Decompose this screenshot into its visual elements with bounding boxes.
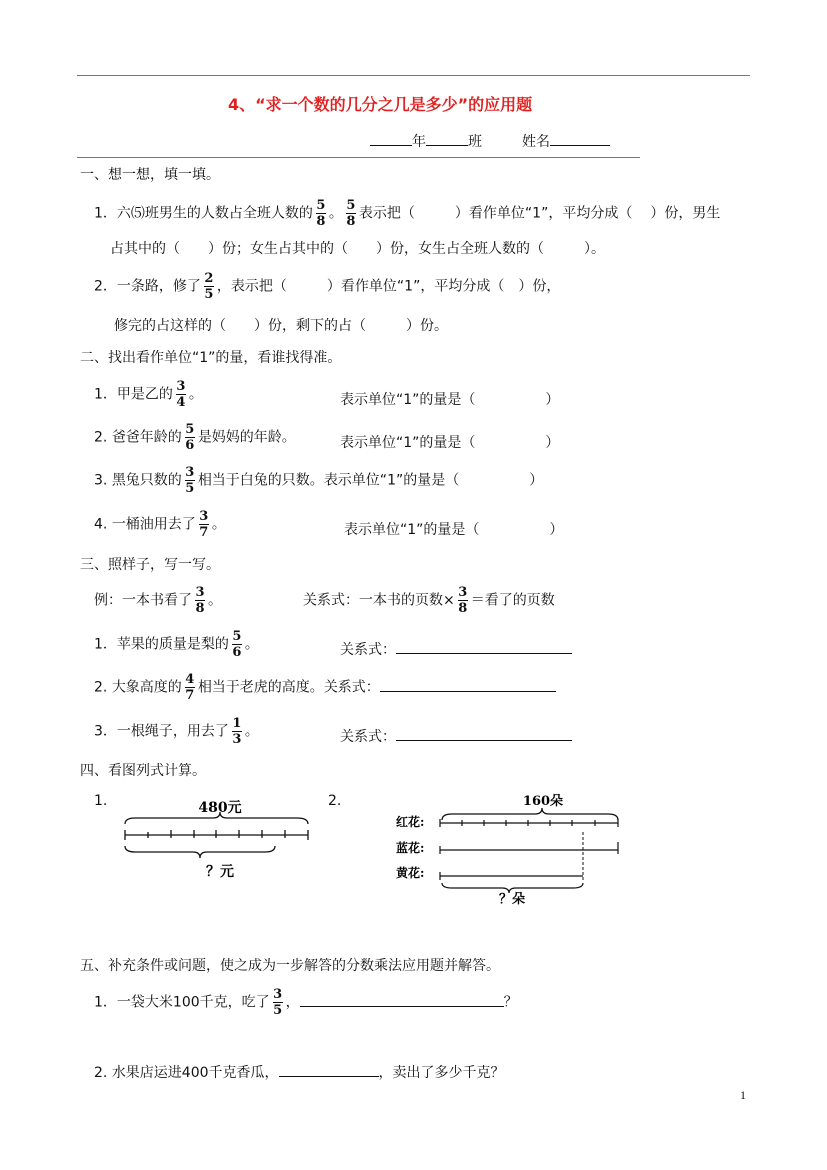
fraction: $\frac{3}{8}$ — [458, 585, 468, 616]
s2-row: 2. 爸爸年龄的 $\frac{5}{6}$ 是妈妈的年龄。 — [94, 422, 296, 453]
relation-blank[interactable] — [396, 740, 572, 741]
s3-example: 例：一本书看了 $\frac{3}{8}$ 。 — [94, 585, 222, 616]
s2-row: 4. 一桶油用去了 $\frac{3}{7}$ 。 — [94, 509, 226, 540]
relation-blank[interactable] — [396, 653, 572, 654]
fraction: $\frac{5}{8}$ — [346, 198, 356, 229]
fraction: $\frac{3}{7}$ — [199, 509, 209, 540]
class-blank[interactable] — [426, 145, 468, 146]
diagram-1-number: 1. — [94, 793, 108, 809]
bottom-brace — [125, 846, 275, 858]
top-rule — [77, 75, 750, 76]
section-3-heading: 三、照样子，写一写。 — [80, 557, 220, 573]
fraction: $\frac{3}{5}$ — [273, 987, 283, 1018]
s5-question-1: 1．一袋大米100千克，吃了 $\frac{3}{5}$ ， ？ — [94, 987, 518, 1018]
name-blank[interactable] — [550, 145, 610, 146]
diagram-2-top-label: 160朵 — [522, 794, 564, 809]
section-2-heading: 二、找出看作单位“1”的量，看谁找得准。 — [80, 350, 342, 366]
fraction: $\frac{2}{5}$ — [204, 271, 214, 302]
s3-relation: 关系式： — [340, 726, 572, 746]
s3-example-relation: 关系式：一本书的页数× $\frac{3}{8}$ ＝看了的页数 — [303, 585, 555, 616]
diagram-1-bottom-label: ？元 — [206, 864, 234, 880]
s2-answer: 表示单位“1”的量是（ ） — [340, 392, 560, 408]
s1-question-1: 1．六⑸班男生的人数占全班人数的 $\frac{5}{8}$ 。 $\frac{5}{8}$ 表示把（ ）看作单位“1”，平均分成（ ）份，男生 — [94, 198, 721, 229]
diagram-1 — [115, 790, 325, 885]
diagram-2-number: 2. — [328, 793, 342, 809]
grade-blank[interactable] — [370, 145, 412, 146]
s2-row: 3. 黑兔只数的 $\frac{3}{5}$ 相当于白兔的只数。表示单位“1”的量是（ ） — [94, 465, 544, 496]
student-info — [370, 131, 610, 151]
section-5-heading: 五、补充条件或问题，使之成为一步解答的分数乘法应用题并解答。 — [80, 958, 500, 974]
section-1-heading: 一、想一想，填一填。 — [80, 167, 220, 183]
diagram-2-bottom-label: ？朵 — [498, 892, 526, 905]
s3-relation: 关系式： — [340, 639, 572, 659]
fraction: $\frac{3}{4}$ — [176, 379, 186, 410]
top-brace — [442, 808, 618, 820]
condition-blank[interactable] — [300, 1006, 504, 1007]
grade-label: 年 — [412, 134, 426, 150]
name-label: 姓名 — [522, 134, 550, 150]
s3-row: 1．苹果的质量是梨的 $\frac{5}{6}$ 。 — [94, 629, 259, 660]
question-text: 六⑸班男生的人数占全班人数的 — [116, 205, 313, 222]
s5-question-2: 2. 水果店运进400千克香瓜， ，卖出了多少千克？ — [94, 1065, 505, 1081]
relation-blank[interactable] — [380, 691, 556, 692]
fraction: $\frac{1}{3}$ — [232, 716, 242, 747]
page-number: 1 — [740, 1088, 746, 1102]
red-flower-label: 红花: — [396, 815, 425, 829]
s1-question-2-line2: 修完的占这样的（ ）份，剩下的占（ ）份。 — [114, 318, 448, 334]
s3-row: 2. 大象高度的 $\frac{4}{7}$ 相当于老虎的高度。关系式： — [94, 673, 556, 702]
fraction: $\frac{5}{6}$ — [185, 422, 195, 453]
fraction: $\frac{4}{7}$ — [185, 672, 195, 703]
s2-row: 1．甲是乙的 $\frac{3}{4}$ 。 — [94, 379, 203, 410]
s1-question-2: 2．一条路，修了 $\frac{2}{5}$ ，表示把（ ）看作单位“1”，平均分成（ ）份， — [94, 271, 561, 302]
fraction: $\frac{3}{5}$ — [185, 465, 195, 496]
s2-answer: 表示单位“1”的量是（ ） — [344, 522, 564, 538]
yellow-flower-label: 黄花: — [396, 866, 425, 880]
diagram-1-top-label: 480元 — [198, 800, 242, 816]
class-label: 班 — [468, 134, 482, 150]
s1-question-1-line2: 占其中的（ ）份；女生占其中的（ ）份，女生占全班人数的（ ）。 — [110, 241, 605, 257]
diagram-2 — [390, 790, 650, 905]
page-title: 4、“求一个数的几分之几是多少”的应用题 — [228, 95, 533, 114]
s3-row: 3．一根绳子，用去了 $\frac{1}{3}$ 。 — [94, 716, 259, 747]
fraction: $\frac{3}{8}$ — [195, 585, 205, 616]
blue-flower-label: 蓝花: — [396, 841, 425, 855]
condition-blank[interactable] — [279, 1076, 379, 1077]
s2-answer: 表示单位“1”的量是（ ） — [340, 435, 560, 451]
header-rule — [77, 157, 640, 158]
question-number: 1． — [94, 205, 117, 222]
fraction: $\frac{5}{6}$ — [232, 629, 242, 660]
section-4-heading: 四、看图列式计算。 — [80, 763, 206, 779]
fraction: $\frac{5}{8}$ — [316, 198, 326, 229]
